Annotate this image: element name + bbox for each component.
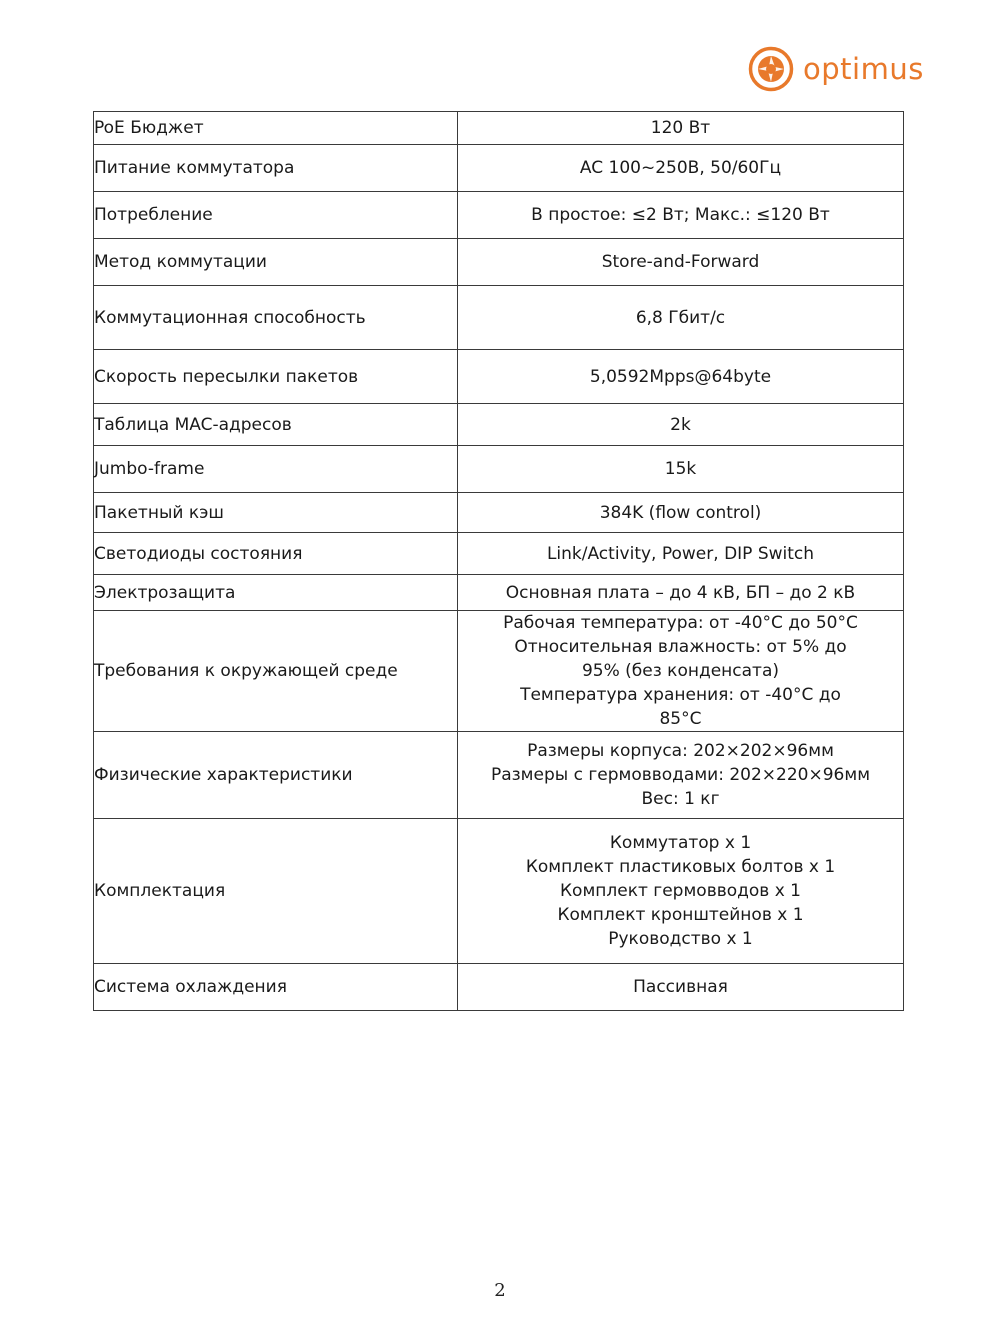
param-cell: Требования к окружающей среде bbox=[94, 611, 458, 732]
brand-name: optimus bbox=[803, 51, 924, 86]
table-row bbox=[94, 446, 904, 493]
value-cell bbox=[458, 611, 904, 732]
table-row bbox=[94, 350, 904, 404]
page-number: 2 bbox=[494, 1280, 506, 1301]
value-line: AC 100~250В, 50/60Гц bbox=[579, 158, 782, 178]
value-line: Комплект кронштейнов x 1 bbox=[557, 905, 804, 925]
value-line: Store-and-Forward bbox=[601, 252, 760, 272]
value-line: 6,8 Гбит/с bbox=[635, 307, 726, 328]
table-row bbox=[94, 404, 904, 446]
value-line: Руководство x 1 bbox=[608, 929, 753, 949]
value-line: Комплект гермовводов x 1 bbox=[559, 881, 801, 901]
table-row bbox=[94, 732, 904, 819]
param-cell: Jumbo-frame bbox=[94, 446, 458, 493]
value-line: 15k bbox=[664, 459, 697, 479]
value-cell bbox=[458, 145, 904, 192]
value-cell bbox=[458, 350, 904, 404]
value-line: 2k bbox=[670, 414, 691, 435]
value-line: Относительная влажность: от 5% до 95% (без конденсата) bbox=[514, 637, 847, 681]
param-cell: Комплектация bbox=[94, 819, 458, 964]
value-line: В простое: ≤2 Вт; Макс.: ≤120 Вт bbox=[531, 205, 830, 225]
param-cell: Электрозащита bbox=[94, 575, 458, 611]
table-row bbox=[94, 611, 904, 732]
value-cell bbox=[458, 286, 904, 350]
param-cell: Потребление bbox=[94, 192, 458, 239]
value-line: Link/Activity, Power, DIP Switch bbox=[546, 543, 815, 564]
value-line: 120 Вт bbox=[650, 118, 711, 138]
value-line: Рабочая температура: от -40°C до 50°C bbox=[503, 613, 858, 633]
value-cell bbox=[458, 533, 904, 575]
param-cell: Питание коммутатора bbox=[94, 145, 458, 192]
table-row bbox=[94, 575, 904, 611]
value-cell bbox=[458, 819, 904, 964]
spec-table bbox=[93, 111, 904, 1011]
value-line: Размеры с гермовводами: 202×220×96мм bbox=[490, 765, 871, 785]
value-line: Основная плата – до 4 кВ, БП – до 2 кВ bbox=[505, 582, 856, 603]
brand-logo bbox=[748, 44, 938, 94]
value-line: 384K (flow control) bbox=[599, 502, 762, 523]
value-cell bbox=[458, 112, 904, 145]
table-row bbox=[94, 192, 904, 239]
param-cell: Светодиоды состояния bbox=[94, 533, 458, 575]
aperture-logo-icon bbox=[748, 46, 794, 92]
value-cell bbox=[458, 446, 904, 493]
param-cell: Таблица MAC-адресов bbox=[94, 404, 458, 446]
value-line: Пассивная bbox=[633, 977, 728, 997]
value-cell bbox=[458, 493, 904, 533]
param-cell: PoE Бюджет bbox=[94, 112, 458, 145]
table-row bbox=[94, 493, 904, 533]
table-row bbox=[94, 239, 904, 286]
value-line: Размеры корпуса: 202×202×96мм bbox=[527, 741, 834, 761]
value-line: Вес: 1 кг bbox=[641, 789, 720, 809]
table-row bbox=[94, 112, 904, 145]
param-cell: Метод коммутации bbox=[94, 239, 458, 286]
param-cell: Физические характеристики bbox=[94, 732, 458, 819]
param-cell: Скорость пересылки пакетов bbox=[94, 350, 458, 404]
table-row bbox=[94, 533, 904, 575]
table-row bbox=[94, 145, 904, 192]
value-cell bbox=[458, 239, 904, 286]
value-cell bbox=[458, 575, 904, 611]
value-cell bbox=[458, 404, 904, 446]
table-row bbox=[94, 286, 904, 350]
param-cell: Коммутационная способность bbox=[94, 286, 458, 350]
value-line: Температура хранения: от -40°C до 85°C bbox=[520, 685, 841, 729]
value-line: 5,0592Mpps@64byte bbox=[589, 366, 772, 387]
table-row bbox=[94, 819, 904, 964]
table-row bbox=[94, 964, 904, 1011]
value-line: Комплект пластиковых болтов x 1 bbox=[525, 857, 836, 877]
value-cell bbox=[458, 192, 904, 239]
param-cell: Пакетный кэш bbox=[94, 493, 458, 533]
param-cell: Система охлаждения bbox=[94, 964, 458, 1011]
value-line: Коммутатор x 1 bbox=[609, 833, 752, 853]
value-cell bbox=[458, 964, 904, 1011]
value-cell bbox=[458, 732, 904, 819]
